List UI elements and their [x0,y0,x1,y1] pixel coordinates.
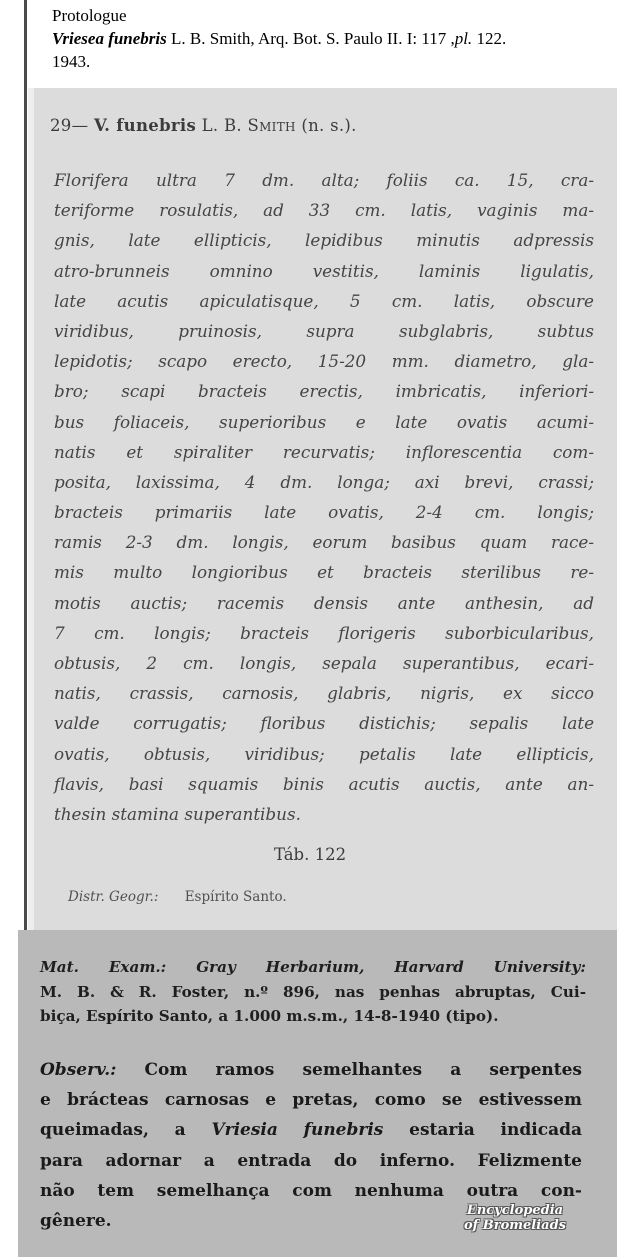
observation-text: Com ramos semelhantes a serpentes [144,1060,583,1080]
latin-line: late acutis apiculatisque, 5 cm. latis, obscure [54,290,594,311]
material-line: biça, Espírito Santo, a 1.000 m.s.m., 14-8-1940 (tipo). [40,1007,499,1025]
latin-line: 7 cm. longis; bracteis florigeris suborbicularibus, [54,622,594,643]
observation-line: gênere. [40,1210,112,1231]
material-herbarium: Gray Herbarium, Harvard University: [196,958,586,976]
observation-line: e brácteas carnosas e pretas, como se estivessem [40,1090,582,1111]
author-surname: Smith [247,116,296,135]
latin-line: obtusis, 2 cm. longis, sepala superantibus, ecari- [54,653,594,673]
latin-line: flavis, basi squamis binis acutis auctis, ante an- [54,773,594,794]
observation-line [40,1055,582,1085]
status-note: (n. s.). [301,116,357,135]
entry-number: 29 [50,116,72,135]
latin-line: teriforme rosulatis, ad 33 cm. latis, vaginis ma- [54,200,594,221]
latin-line: bracteis primariis late ovatis, 2-4 cm. longis; [54,502,594,523]
latin-line: bus foliaceis, superioribus e late ovatis acumi- [54,411,594,432]
material-line [40,955,586,980]
material-line: M. B. & R. Foster, n.º 896, nas penhas abruptas, Cui- [40,982,586,1001]
citation-year: 1943. [52,52,91,71]
author-initials: L. B. [201,116,242,135]
material-label: Mat. Exam.: [40,958,167,976]
latin-line: mis multo longioribus et bracteis sterilibus re- [54,562,594,583]
citation-line [52,27,612,50]
latin-line: valde corrugatis; floribus distichis; sepalis late [54,713,594,734]
material-examined [40,955,586,1029]
protologue-label: Protologue [52,6,127,25]
distribution-value: Espírito Santo. [184,889,287,905]
latin-line: lepidotis; scapo erecto, 15-20 mm. diametro, gla- [54,351,594,372]
latin-line: natis, crassis, carnosis, glabris, nigris, ex sicco [54,683,594,704]
latin-line: motis auctis; racemis densis ante anthesin, ad [54,592,594,613]
distribution-label: Distr. Geogr.: [68,889,159,905]
observation-label: Observ.: [40,1060,117,1080]
latin-line: gnis, late ellipticis, lepidibus minutis adpressis [54,230,594,251]
entry-dash: — [71,116,89,135]
latin-line: viridibus, pruinosis, supra subglabris, subtus [54,320,594,341]
species-name: Vriesea funebris [52,29,167,48]
encyclopedia-watermark [430,1203,600,1233]
latin-line: ramis 2-3 dm. longis, eorum basibus quam race- [54,532,594,553]
species-heading [50,116,357,135]
latin-line: ovatis, obtusis, viridibus; petalis late ellipticis, [54,743,594,764]
watermark-line: Encyclopedia [466,1203,564,1218]
citation-text: L. B. Smith, Arq. Bot. S. Paulo II. I: 117 , [166,29,455,48]
distribution [68,889,287,905]
watermark-line: of Bromeliads [463,1218,567,1233]
latin-line: natis et spiraliter recurvatis; inflorescentia com- [54,441,594,462]
latin-line: Florifera ultra 7 dm. alta; foliis ca. 15, cra- [54,170,594,190]
plate-number: 122. [472,29,507,48]
scan-species-name: V. funebris [93,116,197,135]
observation-text: estaria indicada [383,1120,582,1141]
plate-reference: Táb. 122 [274,845,347,864]
observation-text: queimadas, a [40,1120,212,1141]
observation-line: não tem semelhança com nenhuma outra con- [40,1180,582,1201]
latin-line: atro-brunneis omnino vestitis, laminis ligulatis, [54,260,594,281]
observation-species: Vriesia funebris [211,1120,384,1141]
latin-line: thesin stamina superantibus. [54,803,301,824]
observation-line [40,1115,582,1145]
latin-diagnosis [54,165,594,829]
latin-line: posita, laxissima, 4 dm. longa; axi brevi, crassi; [54,471,594,492]
latin-line: bro; scapi bracteis erectis, imbricatis, inferiori- [54,381,594,402]
observation-line: para adornar a entrada do inferno. Felizmente [40,1150,582,1171]
protologue-header [52,4,612,73]
plate-label: pl. [454,29,473,48]
